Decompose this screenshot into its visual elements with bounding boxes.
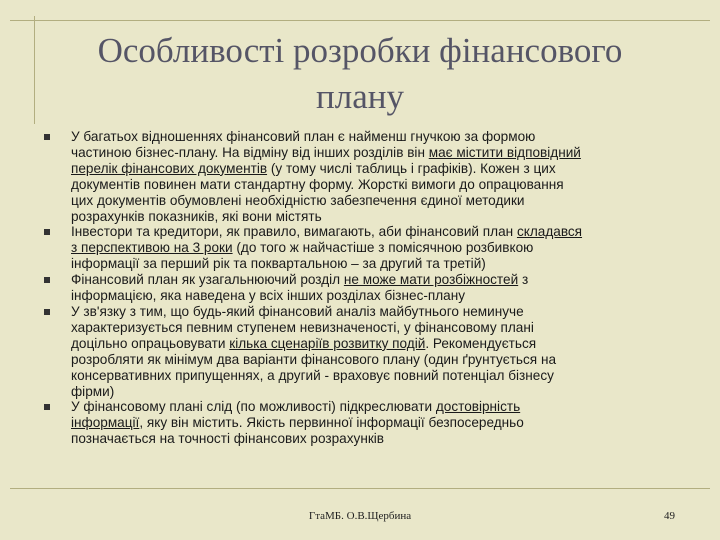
bullet-marker-icon: [44, 309, 50, 315]
text-segment: (до того ж найчастіше з помісячною розбивкою: [232, 240, 534, 256]
bullet-text-line: [71, 399, 684, 415]
text-segment: характеризується певним ступенем невизначеності, у фінансовому плані: [71, 319, 534, 335]
bullet-text-line: [71, 193, 684, 209]
bullet-text-line: [71, 256, 684, 272]
bullet-item: [44, 224, 684, 272]
text-segment: розрахунків показників, які вони містять: [71, 208, 322, 224]
bullet-text-line: [71, 145, 684, 161]
text-segment: інформацією, яка наведена у всіх інших розділах бізнес-плану: [71, 288, 466, 304]
text-segment: Фінансовий план як узагальнюючий розділ: [71, 272, 344, 288]
underlined-text: з перспективою на 3 роки: [71, 240, 233, 256]
bullet-text-line: [71, 272, 684, 288]
text-segment: доцільно опрацьовувати: [71, 335, 230, 351]
bullet-text-line: [71, 336, 684, 352]
text-segment: фірми): [71, 383, 115, 399]
text-segment: У фінансовому плані слід (по можливості) підкреслювати: [71, 399, 436, 415]
bullet-item: [44, 272, 684, 304]
bullet-text-line: [71, 320, 684, 336]
bullet-text-line: [71, 161, 684, 177]
bullet-text-line: [71, 129, 684, 145]
top-frame-line: [10, 20, 710, 21]
bullet-text-line: [71, 368, 684, 384]
bullet-item: [44, 399, 684, 447]
text-segment: . Рекомендується: [425, 335, 537, 351]
bullet-text-line: [71, 431, 684, 447]
bullet-text-line: [71, 352, 684, 368]
text-segment: позначається на точності фінансових розрахунків: [71, 431, 385, 447]
bullet-text-line: [71, 384, 684, 400]
title-line-2: плану: [316, 77, 404, 116]
bullet-text-line: [71, 240, 684, 256]
bullet-marker-icon: [44, 277, 50, 283]
text-segment: Інвестори та кредитори, як правило, вимагають, аби фінансовий план: [71, 224, 517, 240]
text-segment: У багатьох відношеннях фінансовий план є найменш гнучкою за формою: [71, 129, 536, 144]
text-segment: частиною бізнес-плану. На відміну від інших розділів він: [71, 144, 429, 160]
underlined-text: достовірність: [435, 399, 521, 415]
bullet-text-line: [71, 415, 684, 431]
underlined-text: інформації: [71, 415, 140, 431]
underlined-text: має містити відповідний: [428, 144, 581, 160]
text-segment: (у тому числі таблиць і графіків). Кожен з цих: [267, 160, 556, 176]
text-segment: розробляти як мінімум два варіанти фінансового плану (один ґрунтується на: [71, 351, 557, 367]
bullet-text-line: [71, 224, 684, 240]
bullet-item: [44, 304, 684, 399]
bullet-marker-icon: [44, 134, 50, 140]
text-segment: документів повинен мати стандартну форму. Жорсткі вимоги до опрацювання: [71, 176, 564, 192]
bullet-marker-icon: [44, 404, 50, 410]
bullet-list: [44, 129, 684, 447]
text-segment: з: [518, 272, 529, 288]
bottom-frame-line: [10, 488, 710, 489]
footer-author: ГтаМБ. О.В.Щербина: [308, 510, 412, 522]
bullet-marker-icon: [44, 229, 50, 235]
left-frame-line: [34, 16, 35, 124]
bullet-text-line: [71, 177, 684, 193]
text-segment: цих документів обумовлені необхідністю забезпечення єдиної методики: [71, 192, 525, 208]
slide-title: [40, 28, 680, 120]
underlined-text: кілька сценаріїв розвитку подій: [229, 335, 426, 351]
page-number: 49: [664, 510, 675, 522]
bullet-text-line: [71, 209, 684, 225]
text-segment: інформації за перший рік та поквартальною – за другий та третій): [71, 256, 486, 272]
text-segment: У зв'язку з тим, що будь-який фінансовий аналіз майбутнього неминуче: [71, 303, 524, 319]
bullet-text-line: [71, 304, 684, 320]
bullet-text-line: [71, 288, 684, 304]
underlined-text: складався: [516, 224, 583, 240]
title-line-1: Особливості розробки фінансового: [97, 31, 623, 70]
text-segment: , яку він містить. Якість первинної інформації безпосередньо: [139, 415, 524, 431]
underlined-text: не може мати розбіжностей: [343, 272, 519, 288]
text-segment: консервативних припущеннях, а другий - враховує повний потенціал бізнесу: [71, 367, 554, 383]
bullet-item: [44, 129, 684, 224]
underlined-text: перелік фінансових документів: [71, 160, 268, 176]
